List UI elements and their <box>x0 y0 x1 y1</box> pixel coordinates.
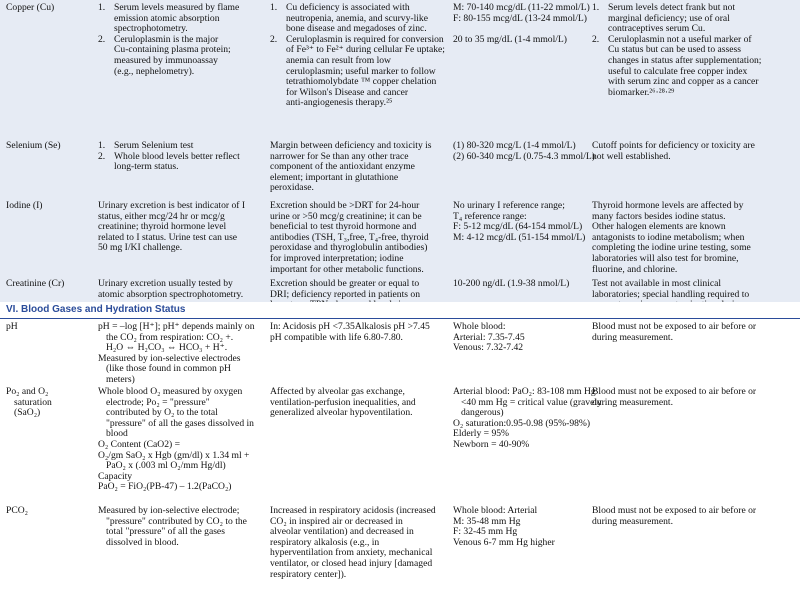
comments-cell: Test not available in most clinical laboratories; special handling required to <box>592 278 750 300</box>
comments-cell: Blood must not be exposed to air before or during measurement. <box>592 321 757 343</box>
table-row-copper <box>0 0 800 138</box>
method-cell: Urinary excretion usually tested by atomic absorption spectrophotometry. <box>98 278 244 300</box>
comments-cell <box>592 3 796 98</box>
method-cell: Urinary excretion is best indicator of I status, either mcg/24 hr or mcg/g creatinine; thyroid hormone level related to I status. Urine test can use 50 mg I/KI challenge. <box>98 200 246 254</box>
row-label: Creatinine (Cr) <box>6 278 65 289</box>
numbered-item: 1. Cu deficiency is associated with neutropenia, anemia, and scurvy-like bone disease and megadoses of zinc. <box>270 2 428 35</box>
numbered-item: 2. Ceruloplasmin not a useful marker of Cu status but can be used to assess changes in status after supplementation; useful to calculate free copper index with serum zinc and copper as a cancer biomarker.²⁶·²⁸·²⁹ <box>592 33 762 98</box>
table-row-pco2 <box>0 494 800 596</box>
interpretation-cell: Excretion should be >DRT for 24-hour urine or >50 mcg/g creatinine; it can be beneficial to test thyroid hormone and antibodies (TSH, T₃,free, T₄-free, thyroid peroxidase and thyroglobulin antibodies) for improved interpretation; iodine important for other metabolic functions. <box>270 200 429 275</box>
row-label: Iodine (I) <box>6 200 43 211</box>
interpretation-cell: Affected by alveolar gas exchange, ventilation-perfusion inequalities, and generalized alveolar hypoventilation. <box>270 386 416 419</box>
section-title: VI. Blood Gases and Hydration Status <box>6 304 186 315</box>
reference-cell: Whole blood: Arterial: 7.35-7.45 Venous: 7.32-7.42 <box>453 321 525 354</box>
comments-cell: Cutoff points for deficiency or toxicity are not well established. <box>592 140 755 162</box>
numbered-item: 1. Serum Selenium test <box>98 140 194 151</box>
interpretation-cell: Excretion should be greater or equal to DRI; deficiency reported in patients on <box>270 278 420 300</box>
table-row-creatinine <box>0 276 800 302</box>
method-cell: Measured by ion-selective electrode; "pressure" contributed by CO₂ to the total "pressure" of all the gases dissolved in blood. <box>98 505 247 548</box>
table-row-selenium <box>0 138 800 198</box>
section-header <box>0 302 800 318</box>
interpretation-cell: Increased in respiratory acidosis (increased CO₂ in inspired air or decreased in alveolar ventilation) and decreased in respiratory alkalosis (e.g., in hyperventilation from anxiety, mechanical ventilator, or closed head injury [damaged respiratory center]). <box>270 505 436 580</box>
reference-cell: Arterial blood: PaO₂: 83-108 mm Hg <40 mm Hg = critical value (gravely dangerous) O₂ saturation:0.95-0.98 (95%-98%) Elderly = 95% Newborn = 40-90% <box>453 386 602 450</box>
comments-cell: Blood must not be exposed to air before or during measurement. <box>592 505 757 527</box>
method-cell <box>98 141 264 173</box>
table-row-ph <box>0 319 800 384</box>
comments-cell: Thyroid hormone levels are affected by many factors besides iodine status. Other halogen elements are known antagonists to iodine metabolism; when completing the iodine urine testing, some laboratories will also test for bromine, fluorine, and chlorine. <box>592 200 751 275</box>
reference-cell: 10-200 ng/dL (1.9-38 nmol/L) <box>453 278 570 289</box>
reference-cell: No urinary I reference range; T₄ reference range: F: 5-12 mcg/dL (64-154 mmol/L) M: 4-12 mcg/dL (51-154 mmol/L) <box>453 200 586 243</box>
method-cell: pH = –log [H⁺]; pH⁺ depends mainly on the CO₂ from respiration: CO₂ +. H₂O ⇔ H₂CO₃ ⇔ HCO₃ + H⁺. Measured by ion-selective electrodes (like those found in common pH meters) <box>98 321 255 385</box>
numbered-item: 2. Ceruloplasmin is the major Cu-containing plasma protein; measured by immunoassay (e.g., nephelometry). <box>98 33 231 77</box>
row-label: PCO₂ <box>6 505 29 516</box>
method-cell <box>98 3 264 77</box>
reference-cell: Whole blood: Arterial M: 35-48 mm Hg F: 32-45 mm Hg Venous 6-7 mm Hg higher <box>453 505 555 548</box>
method-cell: Whole blood O₂ measured by oxygen electrode; Po₂ = "pressure" contributed by O₂ to the total "pressure" of all the gases dissolved in blood O₂ Content (CaO2) = O₂/gm SaO₂ x Hgb (gm/dl) x 1.34 ml + PaO₂ x (.003 ml O₂/mm Hg/dl) Capacity PaO₂ = FiO₂(PB-47) – 1.2(PaCO₂) <box>98 386 254 493</box>
row-label: pH <box>6 321 18 332</box>
row-label: Selenium (Se) <box>6 140 61 151</box>
comments-cell: Blood must not be exposed to air before or during measurement. <box>592 386 757 408</box>
numbered-item: 2. Whole blood levels better reflect long-term status. <box>98 150 240 173</box>
reference-cell: (1) 80-320 mcg/L (1-4 mmol/L) (2) 60-340 mcg/L (0.75-4.3 mmol/L) <box>453 140 595 162</box>
numbered-item: 2. Ceruloplasmin is required for conversion of Fe³⁺ to Fe²⁺ during cellular Fe uptake; anemia can result from low ceruloplasmin; useful marker to follow tetrathiomolybdate ™ copper chelation for Wilson's Disease and cancer anti-angiogenesis therapy.²⁵ <box>270 33 445 109</box>
interpretation-cell: Margin between deficiency and toxicity is narrower for Se than any other trace component of the antioxidant enzyme element; important in glutathione peroxidase. <box>270 140 432 194</box>
interpretation-cell: In: Acidosis pH <7.35Alkalosis pH >7.45 pH compatible with life 6.80-7.80. <box>270 321 430 343</box>
table-row-po2 <box>0 384 800 494</box>
reference-cell: M: 70-140 mcg/dL (11-22 mmol/L) F: 80-155 mcg/dL (13-24 mmol/L) 20 to 35 mg/dL (1-4 mmol/L) <box>453 2 590 45</box>
numbered-item: 1. Serum levels measured by flame emission atomic absorption spectrophotometry. <box>98 2 240 35</box>
row-label: Po₂ and O₂ saturation (SaO₂) <box>6 386 52 419</box>
row-label: Copper (Cu) <box>6 2 55 13</box>
table-row-iodine <box>0 198 800 276</box>
interpretation-cell <box>270 3 446 109</box>
numbered-item: 1. Serum levels detect frank but not marginal deficiency; use of oral contraceptives serum Cu. <box>592 2 736 35</box>
